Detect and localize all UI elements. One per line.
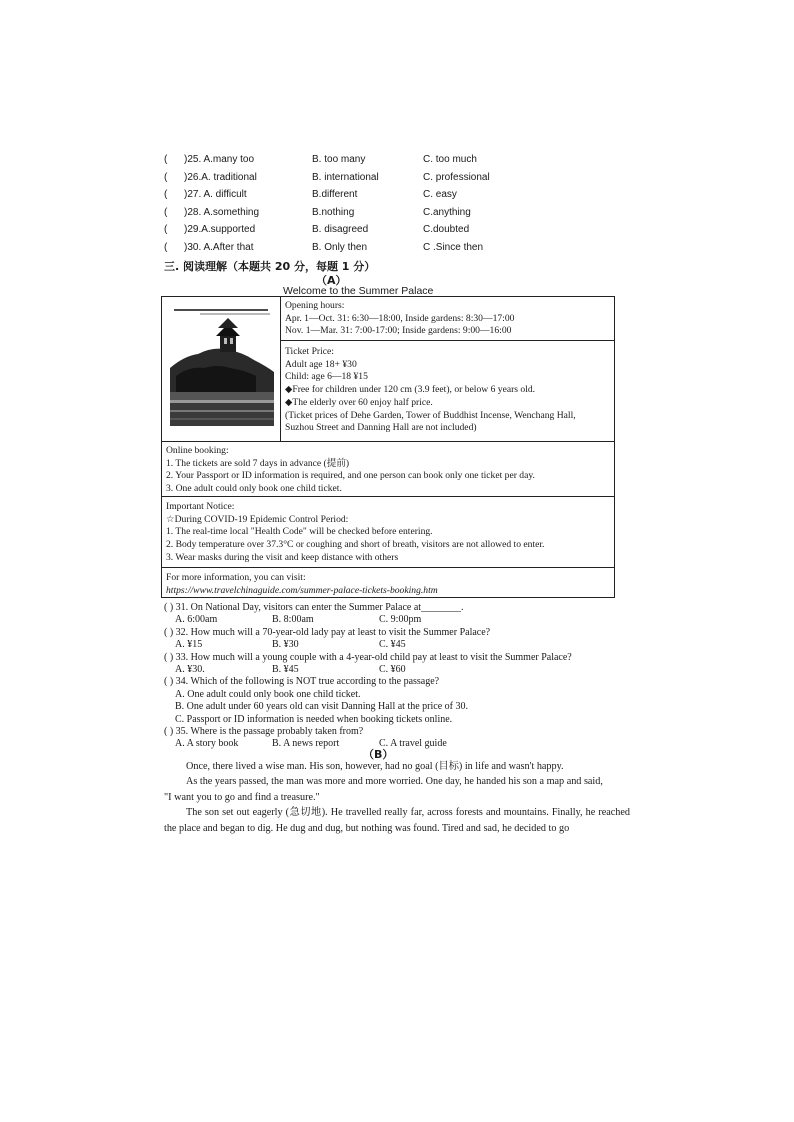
reading-questions [164, 602, 624, 751]
passage-paragraph: The son set out eagerly (急切地). He travelled really far, across forests and mountains. Finally, he reached the place and began to dig. He dug and dug, but nothing was found. Tired and sad, he decided to go [164, 807, 630, 834]
passage-b [164, 759, 630, 836]
option-b[interactable]: B. 8:00am [272, 614, 314, 626]
cloze-row [164, 189, 624, 207]
important-heading: Important Notice: [166, 501, 235, 512]
question-stem: ( ) 34. Which of the following is NOT true according to the passage? [164, 676, 440, 688]
summer-palace-notice [161, 296, 615, 598]
option-b: B.different [312, 189, 358, 201]
opening-hours-cell [281, 297, 614, 341]
ticket-price-cell [281, 342, 614, 441]
cloze-row [164, 224, 624, 242]
option-b: B.nothing [312, 206, 355, 218]
question-options [164, 614, 624, 626]
ticket-line: Child: age 6—18 ¥15 [285, 371, 368, 383]
option-a[interactable]: A. A story book [175, 738, 239, 750]
opening-heading: Opening hours: [285, 300, 345, 311]
option-b[interactable]: B. ¥30 [272, 639, 299, 651]
cloze-row [164, 242, 624, 260]
option-c: C. too much [423, 154, 477, 165]
option-c: C.anything [423, 206, 471, 218]
option-a[interactable]: A. 6:00am [175, 614, 218, 626]
online-heading: Online booking: [166, 445, 229, 456]
question-options [164, 738, 624, 750]
option-b: B. international [312, 171, 379, 183]
option-b: B. disagreed [312, 224, 369, 236]
question-stem: ( ) 31. On National Day, visitors can enter the Summer Palace at________. [164, 602, 464, 613]
photo-cell [162, 297, 281, 441]
passage-paragraph: Once, there lived a wise man. His son, however, had no goal (目标) in life and wasn't happy. [186, 761, 564, 772]
option-a: )30. A.After that [184, 241, 254, 253]
option-c[interactable]: C. 9:00pm [379, 614, 422, 626]
question-options [164, 664, 624, 676]
option-a[interactable]: A. One adult could only book one child ticket. [175, 688, 361, 700]
more-info-link[interactable]: https://www.travelchinaguide.com/summer-palace-tickets-booking.htm [166, 584, 438, 596]
option-c[interactable]: C. A travel guide [379, 738, 447, 750]
option-b: B. Only then [312, 241, 368, 253]
notice-top-block [162, 297, 614, 442]
cloze-row [164, 172, 624, 190]
summer-palace-photo [170, 306, 274, 426]
important-line: ☆During COVID-19 Epidemic Control Period: [166, 513, 349, 525]
question-stem: ( ) 35. Where is the passage probably taken from? [164, 725, 364, 737]
cloze-row [164, 154, 624, 172]
passage-paragraph: "I want you to go and find a treasure." [164, 791, 320, 803]
question-options [164, 639, 624, 651]
ticket-line: Suzhou Street and Danning Hall are not included) [285, 422, 477, 434]
option-c: C .Since then [423, 241, 484, 253]
answer-blank[interactable]: ( [164, 206, 168, 218]
option-a: )28. A.something [184, 206, 260, 218]
important-line: 1. The real-time local "Health Code" will be checked before entering. [166, 526, 433, 538]
option-a[interactable]: A. ¥15 [175, 639, 203, 651]
question-stem: ( ) 33. How much will a young couple with a 4-year-old child pay at least to visit the Summer Palace? [164, 651, 572, 663]
option-a: )29.A.supported [184, 224, 256, 236]
ticket-line: Adult age 18+ ¥30 [285, 358, 357, 370]
option-c[interactable]: C. ¥60 [379, 663, 406, 675]
option-a[interactable]: A. ¥30. [175, 663, 205, 675]
option-b[interactable]: B. A news report [272, 738, 340, 750]
ticket-line: ◆Free for children under 120 cm (3.9 feet), or below 6 years old. [285, 384, 536, 396]
option-b: B. too many [312, 154, 366, 165]
ticket-line: (Ticket prices of Dehe Garden, Tower of Buddhist Incense, Wenchang Hall, [285, 409, 576, 421]
option-a: )25. A.many too [184, 154, 255, 165]
option-c: C. easy [423, 189, 457, 201]
ticket-heading: Ticket Price: [285, 346, 334, 357]
part-a-label: （A） [316, 274, 347, 287]
option-b[interactable]: B. ¥45 [272, 663, 299, 675]
online-line: 2. Your Passport or ID information is required, and one person can book only one ticket per day. [166, 470, 535, 482]
section-title: 三. 阅读理解（本题共 20 分，每题 1 分） [164, 260, 376, 273]
important-line: 3. Wear masks during the visit and keep distance with others [166, 551, 399, 563]
option-c: C. professional [423, 171, 490, 183]
ticket-line: ◆The elderly over 60 enjoy half price. [285, 396, 433, 408]
online-line: 3. One adult could only book one child ticket. [166, 483, 342, 495]
answer-blank[interactable]: ( [164, 241, 168, 253]
online-booking-cell [162, 442, 614, 497]
answer-blank[interactable]: ( [164, 154, 168, 165]
online-line: 1. The tickets are sold 7 days in advance (提前) [166, 457, 350, 469]
important-notice-cell [162, 498, 614, 568]
passage-paragraph: As the years passed, the man was more and more worried. One day, he handed his son a map and said, [186, 776, 603, 788]
option-b[interactable]: B. One adult under 60 years old can visit Danning Hall at the price of 30. [175, 701, 468, 713]
opening-line: Apr. 1—Oct. 31: 6:30—18:00, Inside gardens: 8:30—17:00 [285, 312, 515, 324]
cloze-options [164, 154, 624, 260]
opening-line: Nov. 1—Mar. 31: 7:00-17:00; Inside gardens: 9:00—16:00 [285, 325, 512, 337]
more-heading: For more information, you can visit: [166, 572, 306, 583]
part-b-label: （B） [363, 748, 394, 761]
answer-blank[interactable]: ( [164, 189, 168, 201]
option-a: )26.A. traditional [184, 171, 257, 183]
answer-blank[interactable]: ( [164, 224, 168, 236]
question-stem: ( ) 32. How much will a 70-year-old lady pay at least to visit the Summer Palace? [164, 626, 491, 638]
option-c[interactable]: C. Passport or ID information is needed when booking tickets online. [175, 713, 453, 725]
answer-blank[interactable]: ( [164, 171, 168, 183]
notice-title: Welcome to the Summer Palace [283, 285, 434, 297]
option-a: )27. A. difficult [184, 189, 247, 201]
important-line: 2. Body temperature over 37.3°C or coughing and short of breath, visitors are not allowed to enter. [166, 539, 545, 551]
option-c[interactable]: C. ¥45 [379, 639, 406, 651]
cloze-row [164, 207, 624, 225]
option-c: C.doubted [423, 224, 470, 236]
more-info-cell [162, 569, 614, 597]
